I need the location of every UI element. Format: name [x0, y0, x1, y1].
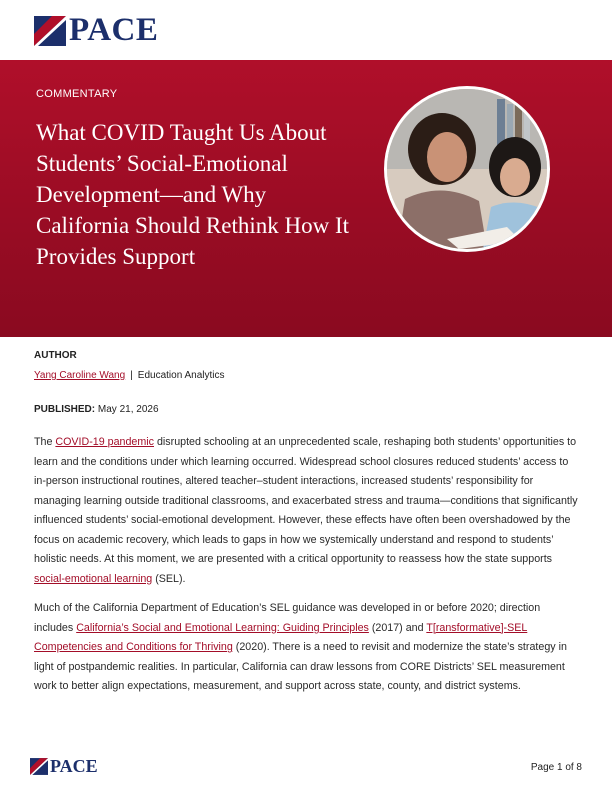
article-title: What COVID Taught Us About Students’ Social-Emotional Development—and Why California Should Rethink How It Provides Support [36, 120, 350, 269]
paragraph-text: disrupted schooling at an unprecedented scale, reshaping both students’ opportunities to learn and the conditions under which learning occurred. Widespread school closures reduced students’ access to in-person instructional routines, altered teacher–student interactions, increased students’ responsibility for managing learning outside traditional classrooms, and exacerbated stress and trauma—conditions that significantly influenced students’ social-emotional development. However, these effects have often been overshadowed by the focus on academic recovery, which leads to gaps in how we systemically understand and respond to students’ holistic needs. At this moment, we are presented with a critical opportunity to reassess how the state supports [34, 436, 578, 565]
paragraph-text: The [34, 436, 56, 448]
author-name-link[interactable]: Yang Caroline Wang [34, 370, 126, 381]
paragraph-text: (2017) and [368, 621, 427, 634]
pace-logo-mark [34, 16, 66, 46]
footer-wordmark: PACE [50, 756, 98, 776]
paragraph-text: (SEL). [152, 572, 186, 585]
pace-logo[interactable] [34, 12, 159, 48]
author-line [34, 370, 225, 381]
article-category: COMMENTARY [36, 88, 118, 100]
published-label: PUBLISHED: [34, 404, 96, 415]
author-label: AUTHOR [34, 350, 77, 361]
guiding-principles-link[interactable]: California’s Social and Emotional Learning: Guiding Principles [76, 621, 369, 634]
tsel-competencies-link[interactable]: T[ransformative]-SEL Competencies and Conditions for Thriving [34, 621, 528, 653]
published-date: May 21, 2026 [97, 404, 159, 415]
hero-banner [0, 60, 612, 337]
pace-wordmark: PACE [69, 12, 159, 48]
sel-link[interactable]: social-emotional learning [34, 572, 153, 585]
author-separator: | [130, 370, 133, 381]
covid-pandemic-link[interactable]: COVID-19 pandemic [55, 436, 154, 448]
footer-pace-logo [30, 757, 98, 775]
author-affiliation: Education Analytics [137, 370, 225, 381]
paragraph-1 [34, 433, 580, 589]
page-number: Page 1 of 8 [530, 762, 582, 773]
hero-photo [384, 86, 550, 252]
pace-logo-mark [30, 758, 48, 775]
article-body [34, 433, 580, 707]
published-line [34, 404, 159, 415]
paragraph-text: Much of the California Department of Education’s SEL guidance was developed in or before 2020; direction includes [34, 602, 541, 634]
paragraph-2 [34, 599, 580, 697]
paragraph-text: (2020). There is a need to revisit and modernize the state’s strategy in light of postpandemic realities. In particular, California can draw lessons from CORE Districts’ SEL measurement work to better align expectations, measurement, and support across state, county, and district systems. [34, 641, 567, 692]
